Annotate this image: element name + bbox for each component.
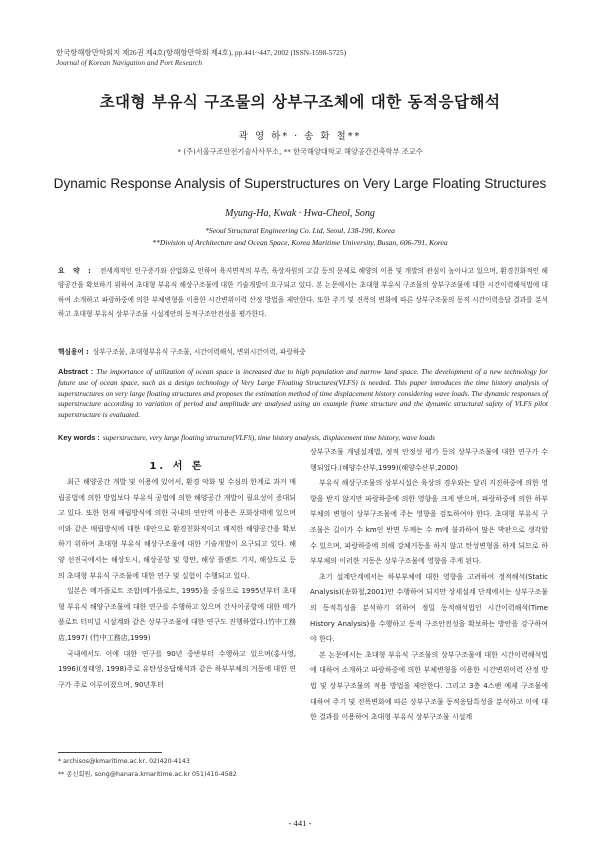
abstract-ko-text: 전세계적인 인구증가와 산업화로 인하여 육지면적의 부족, 육상자원의 고갈 등의 문제로 해양의 이용 및 개발의 관심이 높아나고 있으며, 환경친화적인 해양공간을 확보하기 위하여 초대형 부유식 해상구조물에 대한 기술개발이 요구되고 있다. 본 논문에서는 초대형 부유식 구조물의 상부구조물에 대한 시간이력해석법에 대하여 소개하고 파랑하중에 의한 부체변형을 이용한 시간변위이력 산정 방법을 제안한다. 또한 주기 및 진폭의 변화에 따른 상부구조물의 동적 시간이력응답 결과를 분석하고 초대형 부유식 상부구조물 시설계안의 동적구조안전성을 평가한다. (58, 267, 548, 319)
footnote-1: * archisos@kmaritime.ac.kr, 02)420-4143 (58, 758, 190, 765)
footnotes (58, 756, 296, 781)
paper-title-ko: 초대형 부유식 구조물의 상부구조체에 대한 동적응답해석 (99, 93, 501, 111)
keywords-en-text: superstructure, very large floating structure(VLFS), time history analysis, displacement time history, wave loads (102, 433, 436, 442)
paper-title-en: Dynamic Response Analysis of Superstructures on Very Large Floating Structures (53, 176, 547, 191)
page-number: - 441 - (288, 818, 312, 828)
journal-ref-line: 한국항해항만학회지 제26권 제4호(항해항만학회 제4호), pp.441~447, 2002 (ISSN-1598-5725) (56, 48, 347, 57)
journal-name-en: Journal of Korean Navigation and Port Research (56, 58, 203, 67)
abstract-ko (58, 264, 548, 322)
affiliations-ko: * (주)서울구조안전기술사사무소, ** 한국해양대학교 해양공간건축학부 조교수 (177, 147, 423, 156)
left-paragraph-2: 일본은 메가플로트 조합(메가플로트, 1995)을 중심으로 1995년부터 초대형 부유식 해양구조물에 대한 연구를 수행하고 있으며 간사이공항에 대한 메가플로트 터미널 시설계와 같은 상부구조물에 대한 연구도 진행하였다.(竹中工務店,1997) (竹中工務店,1999) (58, 587, 296, 642)
keywords-en-label: Key words : (58, 433, 100, 442)
left-paragraph-1: 최근 해양공간 개발 및 이용에 있어서, 환경 악화 및 수심의 한계로 과거 매립공법에 의한 방법보다 부유식 공법에 의한 해양공간 개발이 필요성이 증대되고 있다. 또한 현재 매립방식에 의한 국내의 연안역 이용은 포화상태에 있으며 이와 같은 매립방식에 대한 대안으로 환경친화적이고 쾌적한 해양공간을 확보하기 위하여 초대형 부유식 해상구조물에 대한 기술개발이 요구되고 있다. 해양 선진국에서는 해상도시, 해상공항 및 항만, 해상 플랜트 기지, 해상도로 등의 초대형 부유식 구조물에 대한 연구 및 실험이 수행되고 있다. (58, 478, 296, 580)
right-paragraph-3: 초기 설계단계에서는 하부부체에 대한 영향을 고려하여 정적해석(Static Analysis)(송화철,2001)만 수행하여 되지만 상세설계 단계에서는 상부구조물의 동적특성을 분석하기 위하여 정밀 동적해석법인 시간이력해석(Time History Analysis)을 수행하고 동적 구조안전성을 확보하는 방안을 강구하여야 한다. (310, 572, 548, 644)
body-column-right (310, 445, 548, 726)
abstract-en (58, 367, 548, 421)
body-column-left (58, 475, 296, 693)
authors-en: Myung-Ha, Kwak · Hwa-Cheol, Song (225, 208, 375, 219)
right-paragraph-2: 부유식 해상구조물의 상부시설은 육상의 경우와는 달리 지진하중에 의한 영향을 받지 않지만 파랑하중에 의한 영향을 크게 받으며, 파랑하중에 의한 하부 부체의 변형이 상부구조물에 주는 영향을 검토하여야 한다. 초대형 부유식 구조물은 길이가 수 km인 반면 두께는 수 m에 불과하여 많은 박판으로 생각할 수 있으며, 파랑하중에 의해 강체거동을 하지 않고 탄성변형을 하게 되므로 하부부체의 이러한 거동은 상부구조물에 영향을 주게 된다. (310, 479, 548, 566)
abstract-en-text: The importance of utilization of ocean space is increased due to high population and narrow land space. The development of a new technology for future use of ocean space, such as a design technology of Very Large Floating Structures(VLFS) is needed. This paper introduces the time history analysis of superstructures on very large floating structures and proposes the estimation method of time displacement history considering wave loads. The dynamic responses of superstructure according to variation of period and amplitude are analysed using an example frame structure and the dynamic structural safety of VLFS pilot superstructure is evaluated. (58, 367, 549, 420)
footnote-2: ** 종신회원, song@hanara.kmaritime.ac.kr 051)410-4582 (58, 770, 237, 778)
keywords-en (58, 433, 548, 442)
right-paragraph-1: 상부구조물 개념설계법, 정적 안정성 평가 등의 상부구조물에 대한 연구가 수행되었다.(해양수산부,1999)(해양수산부,2000) (310, 448, 548, 472)
right-paragraph-4: 본 논문에서는 초대형 부유식 구조물의 상부구조물에 대한 시간이력해석법에 대하여 소개하고 파랑하중에 의한 부체변형을 이용한 시간변위이력 산정 방법 및 상부구조물의 적용 방법을 제안한다. 그리고 3층 4스팬 예제 구조물에 대하여 주기 및 진폭변화에 따른 상부구조물 동적응답특성을 분석하고 이에 대한 결과를 이용하여 초대형 부유식 상부구조물 시설계 (310, 650, 548, 722)
keywords-ko-text: 상부구조물, 초대형부유식 구조물, 시간이력해석, 변위시간이력, 파랑하중 (92, 348, 306, 356)
affiliation-en-2: **Division of Architecture and Ocean Space, Korea Maritime University, Busan, 606-791, Korea (152, 238, 448, 247)
keywords-ko (58, 346, 548, 356)
abstract-ko-label: 요 약 : (58, 267, 94, 275)
affiliation-en-1: *Seoul Structural Engineering Co. Ltd, Seoul, 138-190, Korea (205, 226, 395, 235)
journal-header (56, 48, 346, 68)
authors-ko: 곽 영 하* · 송 화 철** (238, 131, 362, 142)
footnote-divider (58, 752, 162, 753)
keywords-ko-label: 핵심용어 : (58, 348, 89, 356)
section-heading-introduction: 1. 서 론 (149, 461, 205, 472)
left-paragraph-3: 국내에서도 이에 대한 연구를 90년 중반부터 수행하고 있으며(홍사영, 1996)(정태영, 1998)주로 유탄성응답해석과 같은 하부부체의 거동에 대한 연구가 주로 이루어졌으며, 90년후터 (58, 649, 296, 689)
abstract-en-label: Abstract : (58, 367, 94, 376)
